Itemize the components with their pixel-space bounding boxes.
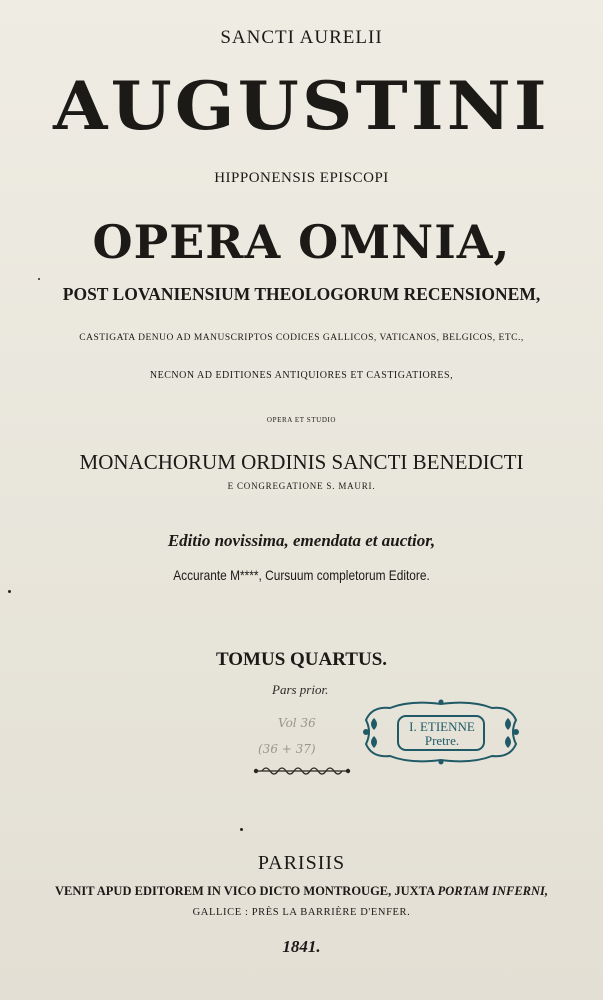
imprint-publisher-italic: PORTAM INFERNI, <box>437 884 549 898</box>
recension-line: POST LOVANIENSIUM THEOLOGORUM RECENSIONEM, <box>62 284 541 304</box>
pencil-note-range: (36 + 37) <box>258 742 316 756</box>
imprint-gallice: GALLICE : PRÈS LA BARRIÈRE D'ENFER. <box>192 907 411 918</box>
ornament-rule-icon <box>252 764 352 778</box>
author-name: AUGUSTINI <box>53 67 550 145</box>
imprint-city: PARISIIS <box>257 852 346 874</box>
imprint-publisher <box>0 884 603 899</box>
editor-line: Accurante M****, Cursuum completorum Editore. <box>173 567 430 583</box>
part-handwritten: Pars prior. <box>272 682 329 697</box>
congregation-line: E CONGREGATIONE S. MAURI. <box>227 481 376 491</box>
work-title: OPERA OMNIA, <box>92 215 511 269</box>
imprint-publisher-prefix: VENIT APUD EDITOREM IN VICO DICTO MONTROUGE, JUXTA <box>54 884 435 898</box>
author-prefix: SANCTI AURELII <box>220 27 383 48</box>
bishop-line: HIPPONENSIS EPISCOPI <box>214 170 389 186</box>
stamp-title: Pretre. <box>424 733 460 748</box>
stamp-name: I. ETIENNE <box>409 719 475 734</box>
paper-spot <box>240 828 243 831</box>
pencil-note-volume: Vol 36 <box>278 716 316 730</box>
necnon-line: NECNON AD EDITIONES ANTIQUIORES ET CASTIGATIORES, <box>149 370 454 381</box>
paper-spot <box>38 278 40 280</box>
owner-stamp <box>360 694 522 770</box>
castigata-line: CASTIGATA DENUO AD MANUSCRIPTOS CODICES GALLICOS, VATICANOS, BELGICOS, ETC., <box>79 333 524 343</box>
edition-line: Editio novissima, emendata et auctior, <box>167 531 436 550</box>
monks-line: MONACHORUM ORDINIS SANCTI BENEDICTI <box>79 450 524 474</box>
paper-spot <box>8 590 11 593</box>
imprint-year: 1841. <box>282 937 321 956</box>
volume-line: TOMUS QUARTUS. <box>215 649 388 670</box>
opera-studio-line: OPERA ET STUDIO <box>266 416 337 424</box>
